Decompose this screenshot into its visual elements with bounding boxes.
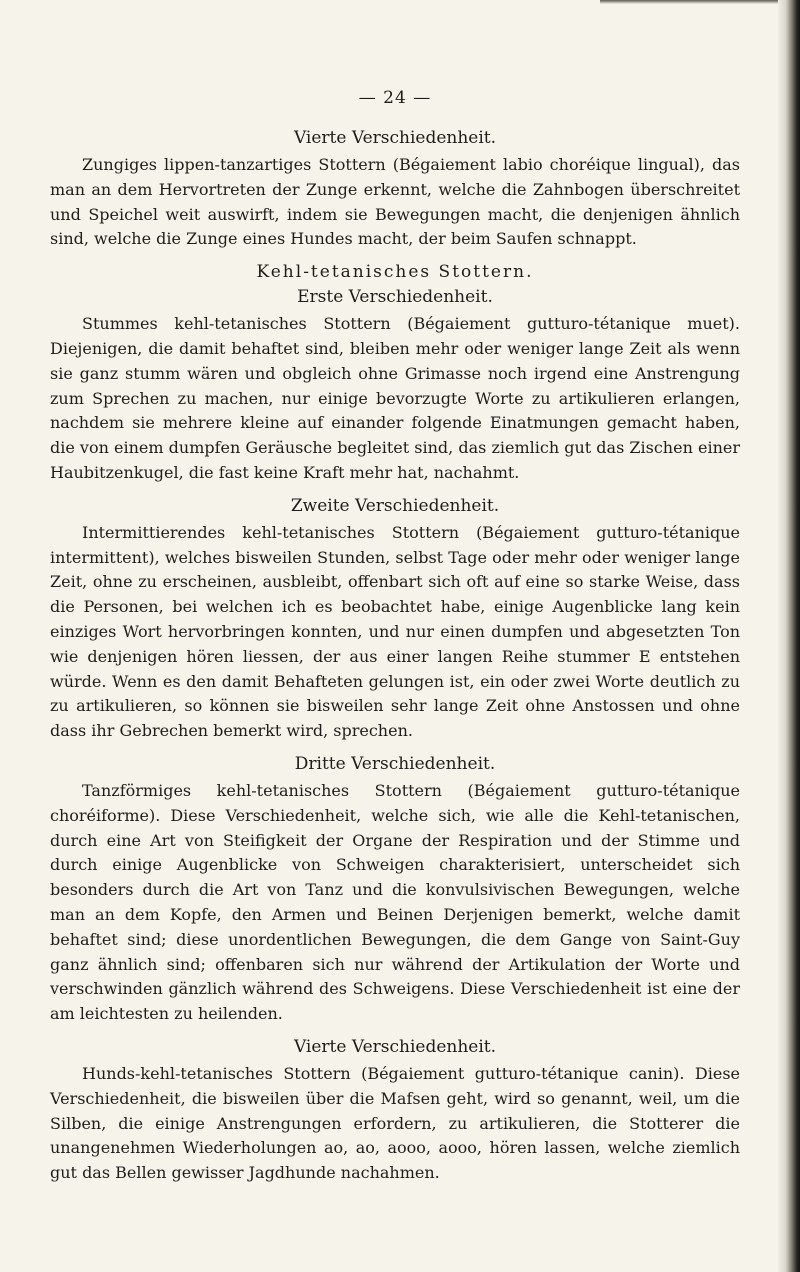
book-spine-edge [778,0,800,1272]
section-paragraph: Tanzförmiges kehl-tetanisches Stottern (Bégaiement gutturo-tétanique choréiforme). Diese Verschiedenheit, welche sich, wie alle die Kehl-tetanischen, durch eine Art von Steifigkeit der Organe der Respiration und der Stimme und durch einige Augenblicke von Schweigen charakterisiert, unterscheidet sich besonders durch die Art von Tanz und die konvulsivischen Bewegungen, welche man an dem Kopfe, den Armen und Beinen Derjenigen bemerkt, welche damit behaftet sind; diese unordentlichen Bewegungen, die dem Gange von Saint-Guy ganz ähnlich sind; offenbaren sich nur während der Artikulation der Worte und verschwinden gänzlich während des Schweigens. Diese Verschiedenheit ist eine der am leichtesten zu heilenden. [50,780,740,1024]
page-top-shadow [600,0,778,4]
section-paragraph: Hunds-kehl-tetanisches Stottern (Bégaiement gutturo-tétanique canin). Diese Verschiedenheit, die bisweilen über die Mafsen geht, wird so genannt, weil, um die Silben, die einige Anstrengungen erfordern, zu artikulieren, die Stotterer die unangenehmen Wiederholungen ao, ao, aooo, aooo, hören lassen, welche ziemlich gut das Bellen gewisser Jagdhunde nachahmen. [50,1063,740,1183]
section-paragraph: Zungiges lippen-tanzartiges Stottern (Bégaiement labio choréique lingual), das man an dem Hervortreten der Zunge erkennt, welche die Zahnbogen überschreitet und Speichel weit auswirft, indem sie Bewegungen macht, die denjenigen ähnlich sind, welche die Zunge eines Hundes macht, der beim Saufen schnappt. [50,155,740,249]
page-number: — 24 — [358,88,432,108]
chapter-heading: Kehl-tetanisches Stottern. [256,262,534,283]
section-paragraph: Stummes kehl-tetanisches Stottern (Bégaiement gutturo-tétanique muet). Diejenigen, die damit behaftet sind, bleiben mehr oder weniger lange Zeit als wenn sie ganz stumm wären und obgleich ohne Grimasse noch irgend eine Anstrengung zum Sprechen zu machen, nur einige bevorzugte Worte zu artikulieren erlangen, nachdem sie mehrere kleine auf einander folgende Einatmungen gemacht haben, die von einem dumpfen Geräusche begleitet sind, das ziemlich gut das Zischen einer Haubitzenkugel, die fast keine Kraft mehr hat, nachahmt. [50,314,740,482]
section-paragraph: Intermittierendes kehl-tetanisches Stottern (Bégaiement gutturo-tétanique intermittent), welches bisweilen Stunden, selbst Tage oder mehr oder weniger lange Zeit, ohne zu erscheinen, ausbleibt, offenbart sich oft auf eine so starke Weise, dass die Personen, bei welchen ich es beobachtet habe, einige Augenblicke lang kein einziges Wort hervorbringen konnten, und nur einen dumpfen und abgesetzten Ton wie denjenigen hören liessen, der aus einer langen Reihe stummer E entstehen würde. Wenn es den damit Behafteten gelungen ist, ein oder zwei Worte deutlich zu zu artikulieren, so können sie bisweilen sehr lange Zeit ohne Anstossen und ohne dass ihr Gebrechen bemerkt wird, sprechen. [50,522,740,741]
section-heading: Vierte Verschiedenheit. [293,128,497,148]
section-heading: Erste Verschiedenheit. [297,287,493,308]
book-page [50,88,740,1196]
section-heading: Dritte Verschiedenheit. [294,753,496,774]
section-heading: Zweite Verschiedenheit. [290,495,500,516]
section-heading: Vierte Verschiedenheit. [293,1036,497,1057]
